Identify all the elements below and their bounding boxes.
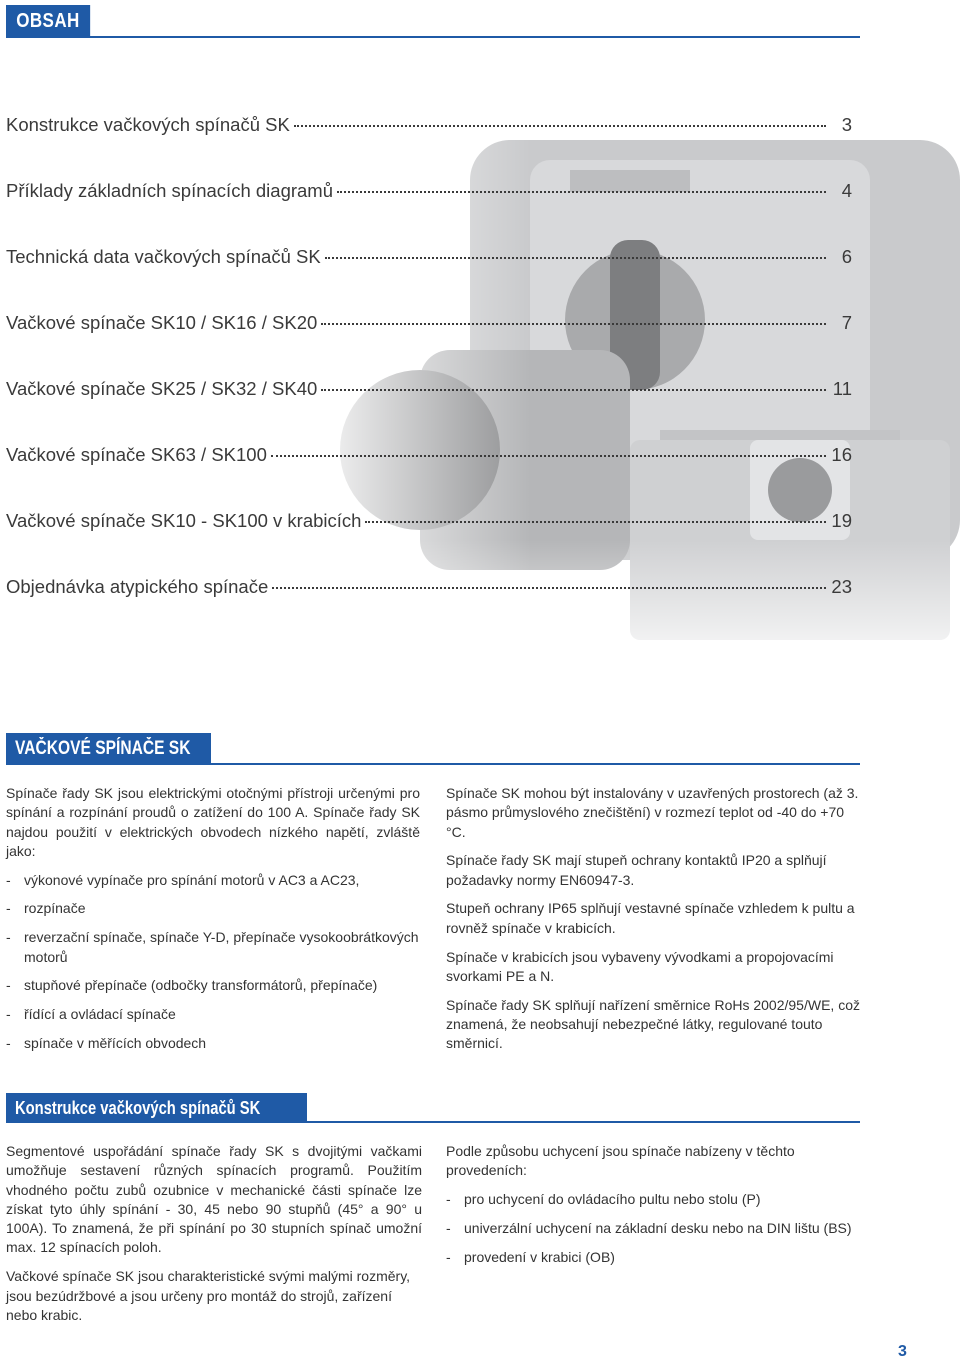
- toc-entry[interactable]: [6, 576, 852, 610]
- toc-entry-title: Konstrukce vačkových spínačů SK: [6, 114, 290, 135]
- toc-entry-title: Vačkové spínače SK10 - SK100 v krabicích: [6, 510, 362, 531]
- list-item: - rozpínače: [6, 900, 86, 917]
- intro-paragraph: Podle způsobu uchycení jsou spínače nabízeny v těchto provedeních:: [446, 1143, 795, 1179]
- toc-leader-dots: [294, 125, 826, 127]
- toc-leader-dots: [272, 587, 826, 589]
- toc-entry[interactable]: [6, 444, 852, 478]
- toc-leader-dots: [325, 257, 826, 259]
- intro-paragraph: Spínače řady SK jsou elektrickými otočnými přístroji určenými pro spínání a rozpínání proudů o zatížení do 100 A. Spínače řady SK najdou použití v elektrických obvodech nízkého napětí, zvláště jako:: [6, 785, 420, 859]
- paragraph: Spínače v krabicích jsou vybaveny vývodkami a propojovacími svorkami PE a N.: [446, 948, 834, 984]
- paragraph: Vačkové spínače SK jsou charakteristické svými malými rozměry, jsou bezúdržbové a jsou určeny pro montáž do strojů, zařízení nebo krabic.: [6, 1268, 411, 1323]
- toc-entry[interactable]: [6, 510, 852, 544]
- list-item: - univerzální uchycení na základní desku nebo na DIN lištu (BS): [446, 1219, 852, 1236]
- toc-entry[interactable]: [6, 246, 852, 280]
- paragraph: Spínače řady SK mají stupeň ochrany kontaktů IP20 a splňují požadavky normy EN60947-3.: [446, 852, 827, 888]
- toc-entry[interactable]: [6, 378, 852, 412]
- paragraph: Stupeň ochrany IP65 splňují vestavné spínače vzhledem k pultu a rovněž spínače v krabicích.: [446, 900, 855, 936]
- toc-leader-dots: [271, 455, 826, 457]
- section-heading: [6, 1093, 307, 1123]
- section-heading-text: VAČKOVÉ SPÍNAČE SK: [15, 738, 191, 759]
- toc-entry-page: 3: [841, 114, 852, 135]
- list-item: - pro uchycení do ovládacího pultu nebo stolu (P): [446, 1191, 761, 1208]
- header-rule: [6, 36, 860, 38]
- toc-entry-page: 16: [831, 444, 852, 465]
- toc-leader-dots: [321, 389, 826, 391]
- toc-entry-page: 6: [841, 246, 852, 267]
- toc-leader-dots: [321, 323, 826, 325]
- section-heading-text: Konstrukce vačkových spínačů SK: [15, 1098, 261, 1118]
- toc-entry-title: Vačkové spínače SK63 / SK100: [6, 444, 267, 465]
- toc-entry[interactable]: [6, 180, 852, 214]
- section2-left-column: [6, 1142, 422, 1335]
- toc-entry-page: 23: [831, 576, 852, 597]
- page-title: OBSAH: [6, 5, 90, 38]
- section1-right-column: [446, 784, 862, 1063]
- toc-entry-title: Objednávka atypického spínače: [6, 576, 269, 597]
- section1-left-column: [6, 784, 420, 1063]
- list-item: - reverzační spínače, spínače Y-D, přepínače vysokoobrátkových motorů: [6, 929, 419, 965]
- list-item: - řídící a ovládací spínače: [6, 1006, 176, 1023]
- toc-entry-title: Příklady základních spínacích diagramů: [6, 180, 334, 201]
- toc-entry-page: 4: [841, 180, 852, 201]
- section-heading: [6, 733, 211, 765]
- toc-entry-title: Vačkové spínače SK10 / SK16 / SK20: [6, 312, 318, 333]
- toc-entry-title: Technická data vačkových spínačů SK: [6, 246, 321, 267]
- list-item: - provedení v krabici (OB): [446, 1248, 615, 1265]
- paragraph: Segmentové uspořádání spínače řady SK s dvojitými vačkami umožňuje sestavení různých spínacích programů. Použitím vhodného počtu zubů ozubnice v mechanické části spínače lze získat tyto úhly spínání - 30, 45 nebo 90 stupňů (45° a 90° u 100A). To znamená, že při spínání po 30 stupních spínač umožní max. 12 spínacích poloh.: [6, 1143, 422, 1256]
- toc-entry-page: 7: [841, 312, 852, 333]
- paragraph: Spínače řady SK splňují nařízení směrnice RoHs 2002/95/WE, což znamená, že neobsahují nebezpečné látky, regulované touto směrnicí.: [446, 996, 860, 1052]
- toc-entry-page: 19: [831, 510, 852, 531]
- toc-entry-title: Vačkové spínače SK25 / SK32 / SK40: [6, 378, 318, 399]
- page-number: 3: [898, 1343, 907, 1360]
- list-item: - spínače v měřících obvodech: [6, 1034, 207, 1051]
- list-item: - výkonové vypínače pro spínání motorů v AC3 a AC23,: [6, 871, 360, 888]
- toc-entry[interactable]: [6, 312, 852, 346]
- section2-right-column: [446, 1142, 862, 1276]
- toc-entry[interactable]: [6, 114, 852, 148]
- toc-entry-page: 11: [832, 378, 852, 399]
- toc-leader-dots: [365, 521, 826, 523]
- list-item: - stupňové přepínače (odbočky transformátorů, přepínače): [6, 977, 378, 994]
- paragraph: Spínače SK mohou být instalovány v uzavřených prostorech (až 3. pásmo průmyslového znečištění) v rozmezí teplot od -40 do +70 °C.: [446, 785, 859, 840]
- toc-leader-dots: [337, 191, 826, 193]
